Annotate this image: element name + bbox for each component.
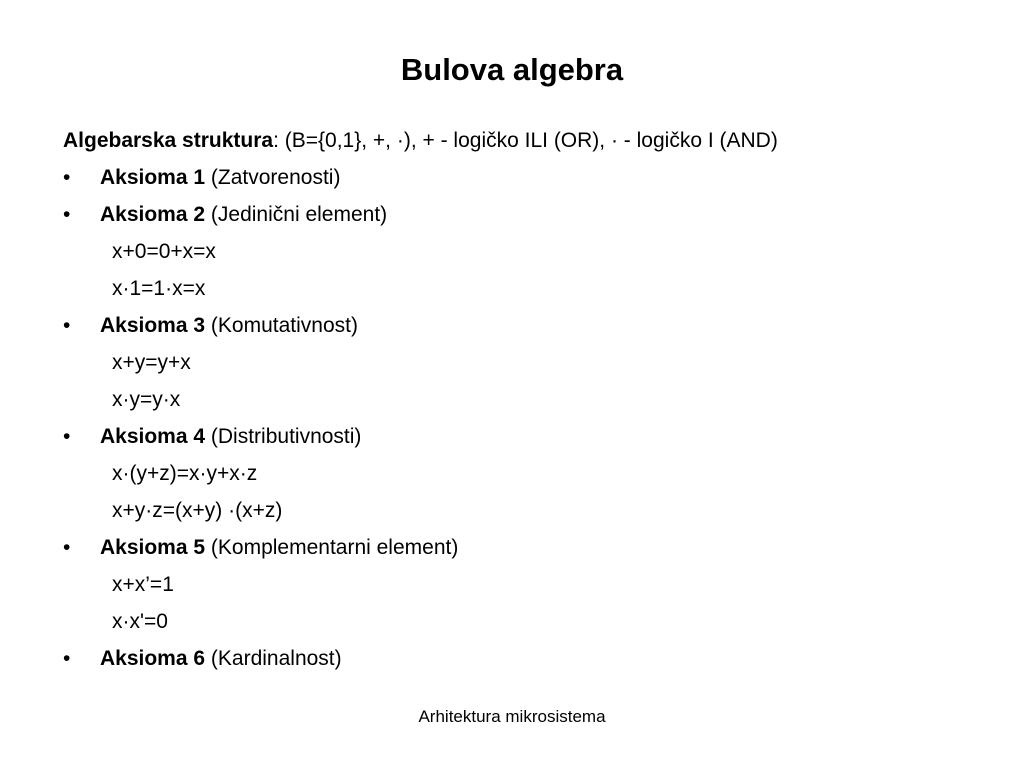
axiom-desc: (Jedinični element): [205, 203, 388, 226]
axiom-name: Aksioma 5: [100, 536, 206, 559]
bullet-icon: •: [63, 166, 71, 189]
axiom-name: Aksioma 4: [100, 425, 206, 448]
slide-content: [63, 122, 1003, 677]
formula: x+y=y+x: [112, 351, 191, 374]
axiom-desc: (Zatvorenosti): [205, 166, 341, 189]
formula: x·(y+z)=x·y+x·z: [112, 462, 258, 485]
intro-label: Algebarska struktura: [63, 129, 274, 152]
bullet-icon: •: [63, 203, 71, 226]
axiom-name: Aksioma 6: [100, 647, 206, 670]
formula: x+y·z=(x+y) ·(x+z): [112, 499, 283, 522]
formula: x·1=1·x=x: [112, 277, 206, 300]
formula: x+0=0+x=x: [112, 240, 216, 263]
axiom-desc: (Komplementarni element): [205, 536, 459, 559]
formula: x+x’=1: [112, 573, 174, 596]
intro-text: : (B={0,1}, +, ·), + - logičko ILI (OR), · - logičko I (AND): [273, 129, 778, 152]
bullet-icon: •: [63, 647, 71, 670]
axiom-desc: (Komutativnost): [205, 314, 358, 337]
formula: x·y=y·x: [112, 388, 181, 411]
axiom-desc: (Kardinalnost): [205, 647, 342, 670]
bullet-icon: •: [63, 314, 71, 337]
bullet-icon: •: [63, 536, 71, 559]
slide-footer: Arhitektura mikrosistema: [418, 707, 606, 726]
slide-title: Bulova algebra: [400, 52, 624, 87]
intro-line: [63, 122, 1003, 159]
axiom-3: [63, 307, 1003, 344]
axiom-4: [63, 418, 1003, 455]
axiom-name: Aksioma 3: [100, 314, 206, 337]
axiom-name: Aksioma 2: [100, 203, 206, 226]
axiom-name: Aksioma 1: [100, 166, 206, 189]
axiom-1: [63, 159, 1003, 196]
formula: x·x'=0: [112, 610, 168, 633]
bullet-icon: •: [63, 425, 71, 448]
axiom-desc: (Distributivnosti): [205, 425, 362, 448]
axiom-6: [63, 640, 1003, 677]
axiom-2: [63, 196, 1003, 233]
axiom-5: [63, 529, 1003, 566]
